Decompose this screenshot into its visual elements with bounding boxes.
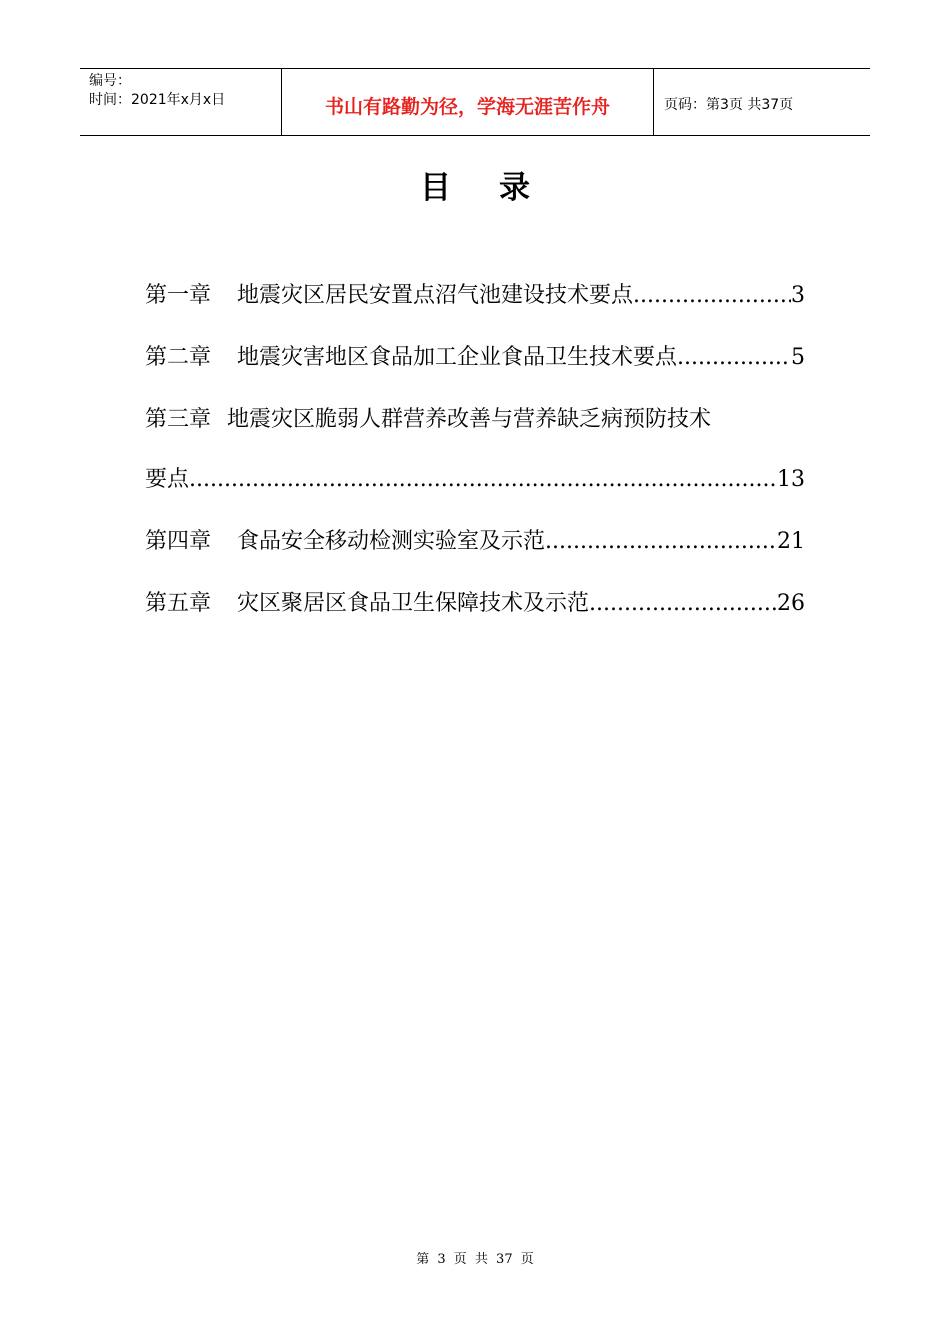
toc-chapter: 第四章 <box>145 529 212 554</box>
toc-chapter: 第三章 <box>145 407 212 432</box>
toc-leader <box>545 524 777 560</box>
toc-page: 5 <box>791 345 805 370</box>
toc-entry-3-continued[interactable] <box>145 462 805 524</box>
toc-title: 食品安全移动检测实验室及示范 <box>237 529 546 554</box>
toc-page: 13 <box>777 467 805 492</box>
toc-page: 21 <box>777 529 805 554</box>
header-motto: 书山有路勤为径，学海无涯苦作舟 <box>281 69 654 135</box>
toc-title: 地震灾区居民安置点沼气池建设技术要点 <box>237 283 634 308</box>
toc-page: 26 <box>777 591 805 616</box>
header-page-info: 页码：第3页 共37页 <box>664 96 794 113</box>
toc-leader <box>589 586 777 622</box>
page-title: 目录 <box>420 170 578 206</box>
toc-entry-5[interactable] <box>145 586 805 648</box>
toc-entry-4[interactable] <box>145 524 805 586</box>
toc-title: 地震灾害地区食品加工企业食品卫生技术要点 <box>237 345 678 370</box>
toc-entry-3[interactable] <box>145 402 805 462</box>
toc-title: 地震灾区脆弱人群营养改善与营养缺乏病预防技术 <box>227 407 712 432</box>
toc-chapter: 第五章 <box>145 591 212 616</box>
toc-leader <box>677 340 791 376</box>
toc-leader <box>189 462 777 498</box>
table-of-contents <box>145 278 805 648</box>
toc-page: 3 <box>791 283 805 308</box>
header-meta <box>80 69 281 135</box>
toc-entry-1[interactable] <box>145 278 805 340</box>
toc-chapter: 第二章 <box>145 345 212 370</box>
toc-entry-2[interactable] <box>145 340 805 402</box>
toc-chapter: 第一章 <box>145 283 212 308</box>
page-header <box>80 68 870 136</box>
toc-title: 灾区聚居区食品卫生保障技术及示范 <box>237 591 590 616</box>
toc-leader <box>633 278 791 314</box>
page-footer: 第 3 页 共 37 页 <box>416 1252 534 1267</box>
toc-title-continuation: 要点 <box>145 467 190 492</box>
time-label: 时间：2021年x月x日 <box>89 92 226 108</box>
number-label: 编号： <box>89 73 131 89</box>
